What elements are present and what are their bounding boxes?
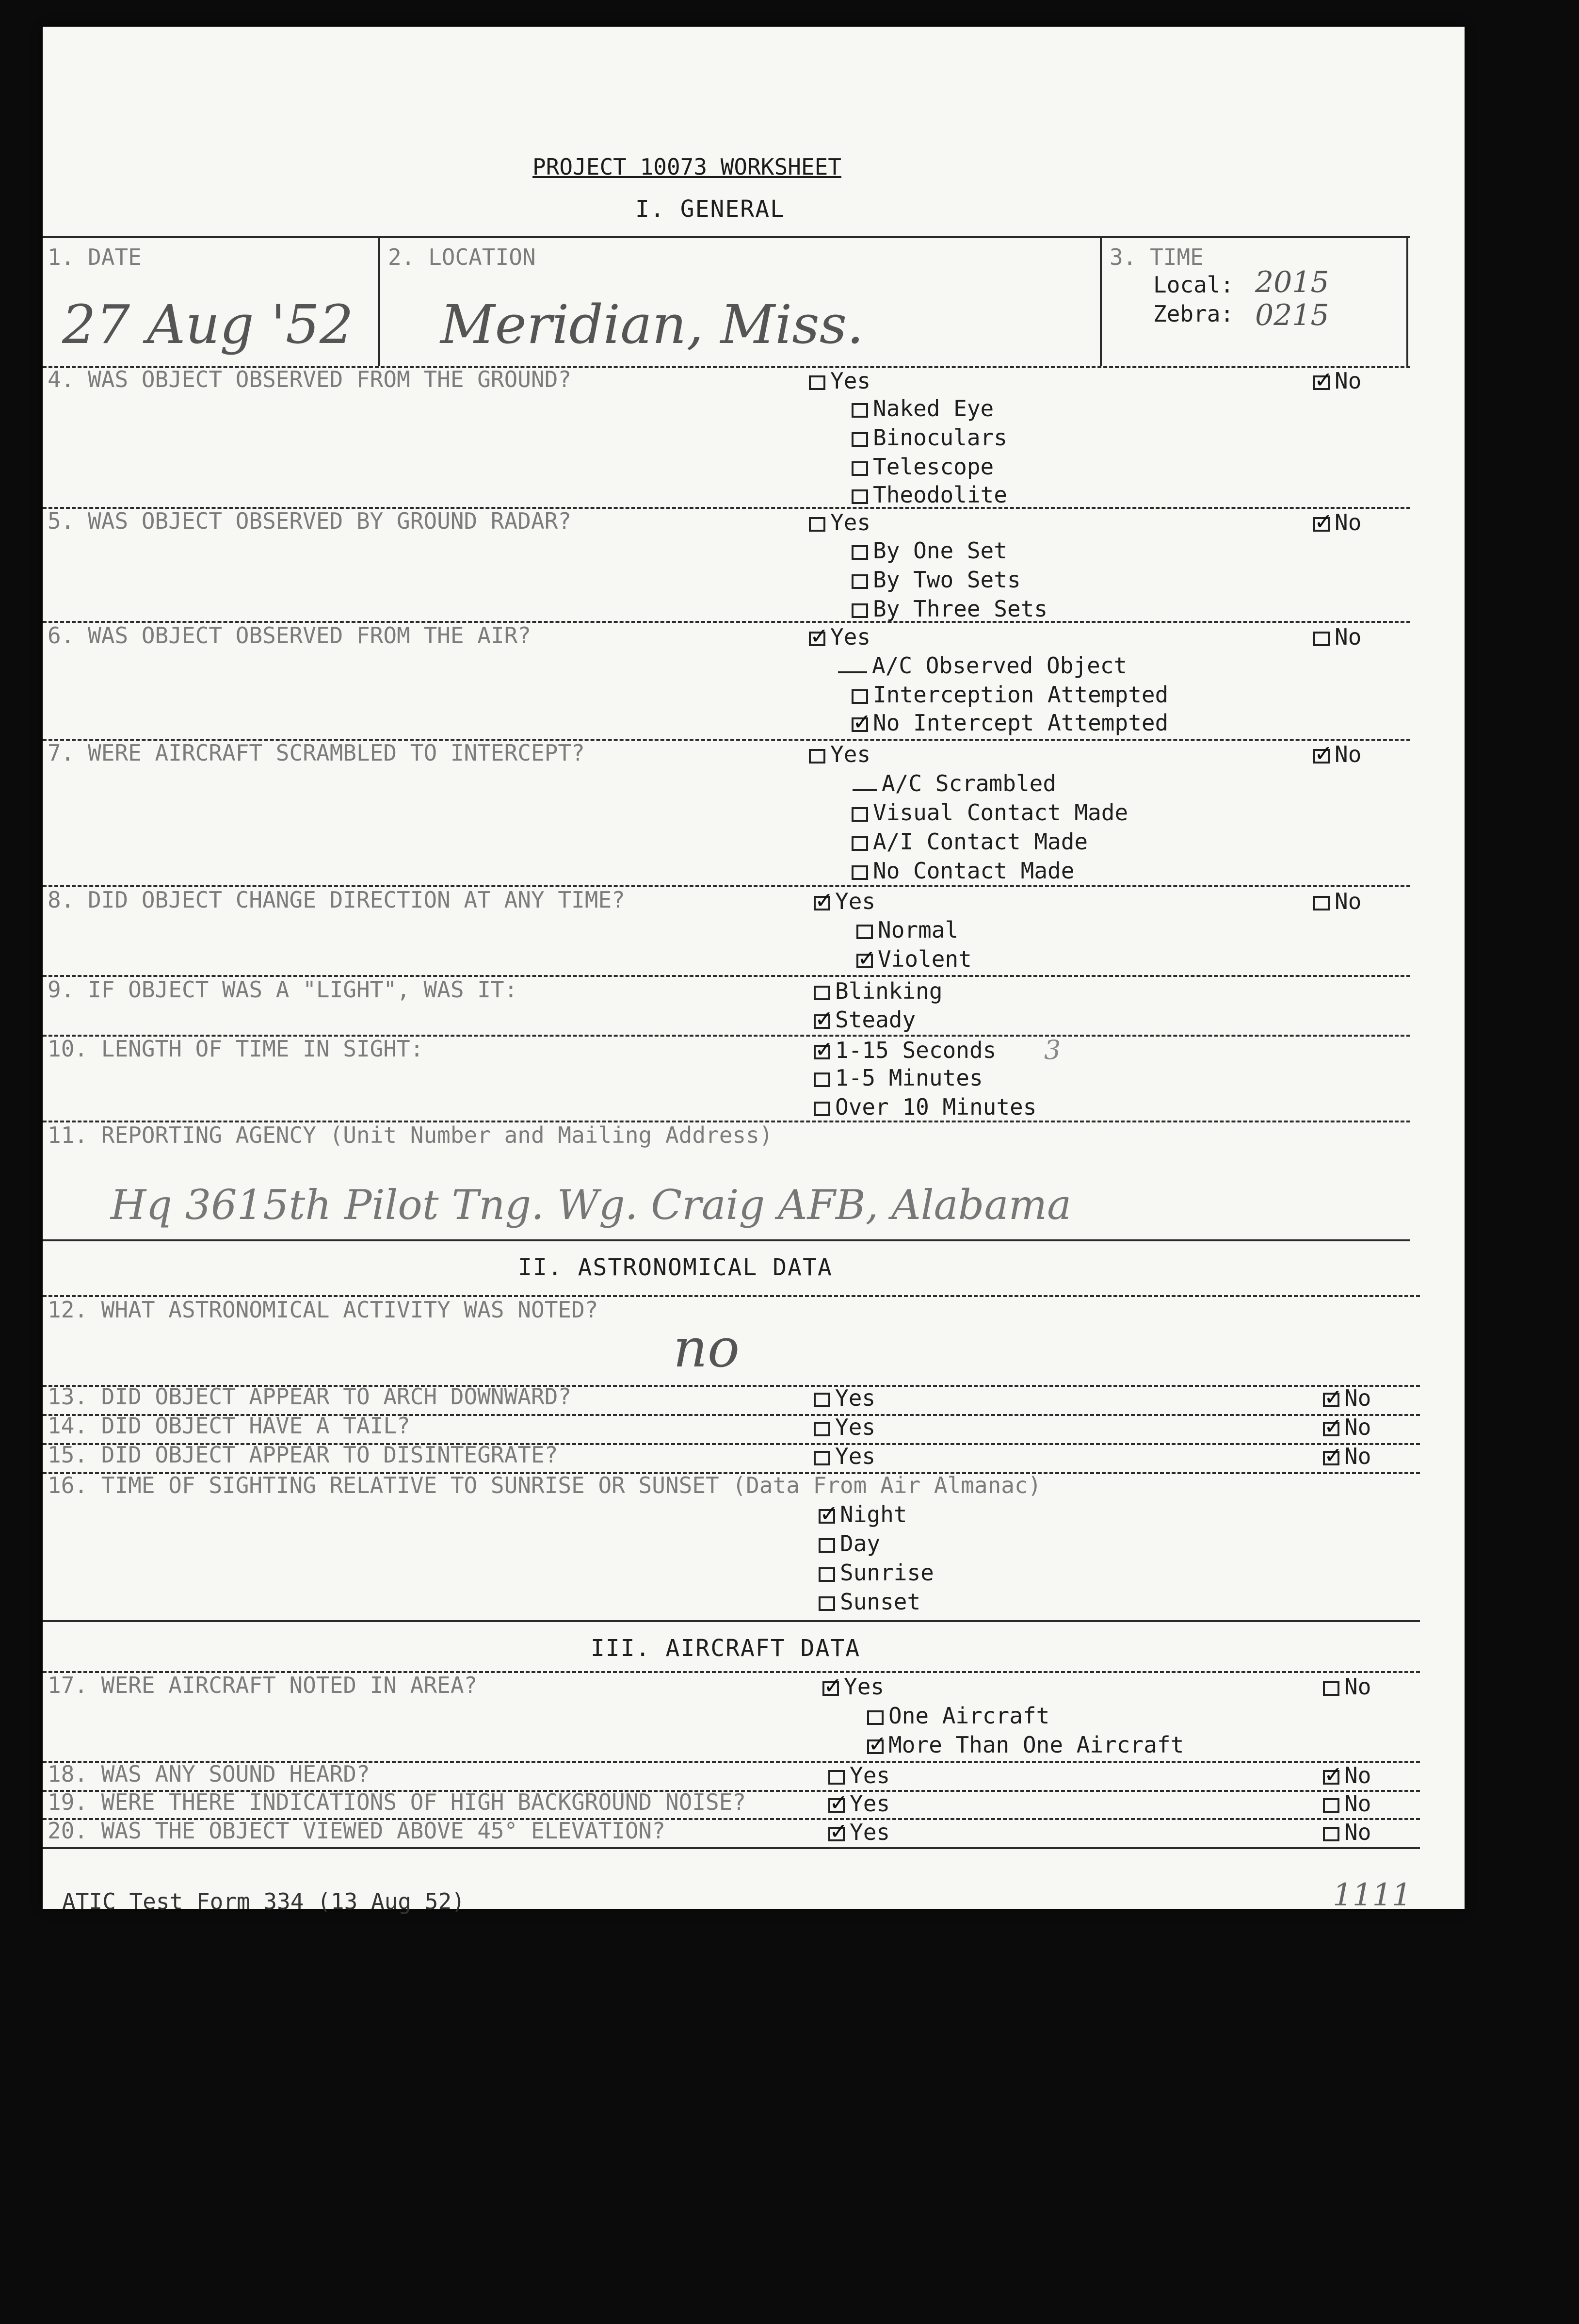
q7-label: 7. WERE AIRCRAFT SCRAMBLED TO INTERCEPT? — [48, 740, 585, 766]
q17-label: 17. WERE AIRCRAFT NOTED IN AREA? — [48, 1672, 478, 1698]
q6-option[interactable]: Interception Attempted — [852, 682, 1168, 708]
date-label: 1. DATE — [48, 244, 142, 270]
rule — [43, 1239, 1410, 1241]
q13-yes-checkbox[interactable]: Yes — [814, 1385, 875, 1411]
local-value: 2015 — [1255, 265, 1329, 299]
worksheet-title: PROJECT 10073 WORKSHEET — [532, 154, 841, 180]
q8-no-checkbox[interactable]: No — [1313, 888, 1361, 914]
q11-value: Hq 3615th Pilot Tng. Wg. Craig AFB, Alabama — [111, 1181, 1072, 1229]
q5-option[interactable]: By Three Sets — [852, 596, 1047, 622]
q5-label: 5. WAS OBJECT OBSERVED BY GROUND RADAR? — [48, 508, 572, 534]
q19-yes-checkbox[interactable]: ✓ Yes — [828, 1790, 890, 1817]
divider — [1100, 236, 1102, 366]
q13-no-checkbox[interactable]: ✓ No — [1323, 1385, 1371, 1411]
q4-yes-checkbox[interactable]: Yes — [809, 368, 870, 394]
q10-label: 10. LENGTH OF TIME IN SIGHT: — [48, 1036, 424, 1062]
q16-option[interactable]: Sunrise — [819, 1560, 934, 1586]
q9-option[interactable]: ✓Steady — [814, 1007, 916, 1033]
q5-no-checkbox[interactable]: ✓ No — [1313, 509, 1361, 536]
q9-label: 9. IF OBJECT WAS A "LIGHT", WAS IT: — [48, 976, 518, 1003]
q8-label: 8. DID OBJECT CHANGE DIRECTION AT ANY TIME? — [48, 887, 625, 913]
location-value: Meridian, Miss. — [440, 293, 864, 356]
q10-option[interactable]: 1-5 Minutes — [814, 1065, 983, 1091]
divider — [1406, 236, 1408, 366]
time-label: 3. TIME — [1110, 244, 1204, 270]
q12-label: 12. WHAT ASTRONOMICAL ACTIVITY WAS NOTED? — [48, 1297, 598, 1323]
q16-option[interactable]: ✓Night — [819, 1501, 907, 1528]
q6-no-checkbox[interactable]: No — [1313, 624, 1361, 650]
rule — [43, 236, 1410, 238]
q16-option[interactable]: Day — [819, 1530, 880, 1557]
q16-option[interactable]: Sunset — [819, 1589, 920, 1615]
q19-label: 19. WERE THERE INDICATIONS OF HIGH BACKGROUND NOISE? — [48, 1789, 746, 1815]
q14-label: 14. DID OBJECT HAVE A TAIL? — [48, 1413, 410, 1439]
q18-no-checkbox[interactable]: ✓ No — [1323, 1762, 1371, 1788]
location-label: 2. LOCATION — [388, 244, 536, 270]
q18-yes-checkbox[interactable]: Yes — [828, 1762, 890, 1788]
q13-label: 13. DID OBJECT APPEAR TO ARCH DOWNWARD? — [48, 1383, 572, 1410]
q17-option[interactable]: One Aircraft — [867, 1703, 1049, 1729]
q6-yes-checkbox[interactable]: ✓ Yes — [809, 624, 870, 650]
q4-no-checkbox[interactable]: ✓ No — [1313, 368, 1361, 394]
section-astronomical-heading: II. ASTRONOMICAL DATA — [518, 1254, 833, 1281]
q10-option[interactable]: ✓ 1-15 Seconds — [814, 1037, 996, 1063]
q17-no-checkbox[interactable]: No — [1323, 1674, 1371, 1700]
q7-option[interactable]: A/I Contact Made — [852, 829, 1088, 855]
worksheet-page — [43, 27, 1465, 1915]
q4-option[interactable]: Naked Eye — [852, 395, 994, 422]
q4-option[interactable]: Theodolite — [852, 482, 1007, 508]
q4-label: 4. WAS OBJECT OBSERVED FROM THE GROUND? — [48, 366, 572, 392]
q7-option[interactable]: No Contact Made — [852, 858, 1074, 884]
q5-option[interactable]: By Two Sets — [852, 567, 1021, 593]
section-general-heading: I. GENERAL — [635, 195, 785, 223]
q9-option[interactable]: Blinking — [814, 978, 943, 1004]
rule — [43, 1847, 1420, 1849]
page-mark: 1111 — [1333, 1877, 1412, 1913]
q20-yes-checkbox[interactable]: ✓ Yes — [828, 1819, 890, 1845]
local-label: Local: — [1153, 272, 1234, 298]
section-aircraft-heading: III. AIRCRAFT DATA — [591, 1635, 861, 1662]
q8-yes-checkbox[interactable]: ✓ Yes — [814, 888, 875, 914]
q15-yes-checkbox[interactable]: Yes — [814, 1443, 875, 1469]
q20-no-checkbox[interactable]: No — [1323, 1819, 1371, 1845]
q6-option[interactable]: ✓No Intercept Attempted — [852, 710, 1168, 736]
q12-value: no — [673, 1317, 740, 1379]
q17-yes-checkbox[interactable]: ✓ Yes — [822, 1674, 884, 1700]
q7-option[interactable]: Visual Contact Made — [852, 799, 1128, 826]
q10-note: 3 — [1044, 1035, 1061, 1065]
q8-option[interactable]: Normal — [856, 917, 958, 943]
q5-option[interactable]: By One Set — [852, 537, 1007, 564]
q17-option[interactable]: ✓More Than One Aircraft — [867, 1732, 1184, 1758]
q7-no-checkbox[interactable]: ✓ No — [1313, 741, 1361, 767]
q14-no-checkbox[interactable]: ✓ No — [1323, 1414, 1371, 1440]
date-value: 27 Aug '52 — [62, 293, 354, 356]
q19-no-checkbox[interactable]: No — [1323, 1790, 1371, 1817]
q20-label: 20. WAS THE OBJECT VIEWED ABOVE 45° ELEVATION? — [48, 1818, 665, 1844]
q8-option[interactable]: ✓Violent — [856, 946, 972, 972]
q7-yes-checkbox[interactable]: Yes — [809, 741, 870, 767]
q15-no-checkbox[interactable]: ✓ No — [1323, 1443, 1371, 1469]
q10-option[interactable]: Over 10 Minutes — [814, 1094, 1036, 1120]
q5-yes-checkbox[interactable]: Yes — [809, 509, 870, 536]
q4-option[interactable]: Telescope — [852, 454, 994, 480]
q18-label: 18. WAS ANY SOUND HEARD? — [48, 1761, 370, 1787]
q6-label: 6. WAS OBJECT OBSERVED FROM THE AIR? — [48, 622, 531, 649]
divider — [378, 236, 380, 366]
q14-yes-checkbox[interactable]: Yes — [814, 1414, 875, 1440]
q7-option[interactable]: A/C Scrambled — [853, 770, 1056, 796]
form-number: ATIC Test Form 334 (13 Aug 52) — [62, 1888, 465, 1915]
q11-label: 11. REPORTING AGENCY (Unit Number and Mailing Address) — [48, 1122, 773, 1148]
zebra-label: Zebra: — [1153, 301, 1234, 327]
q6-option[interactable]: A/C Observed Object — [838, 652, 1127, 679]
zebra-value: 0215 — [1255, 298, 1329, 332]
rule — [43, 1620, 1420, 1622]
q4-option[interactable]: Binoculars — [852, 424, 1007, 451]
q16-label: 16. TIME OF SIGHTING RELATIVE TO SUNRISE OR SUNSET (Data From Air Almanac) — [48, 1472, 1042, 1498]
q15-label: 15. DID OBJECT APPEAR TO DISINTEGRATE? — [48, 1442, 558, 1468]
